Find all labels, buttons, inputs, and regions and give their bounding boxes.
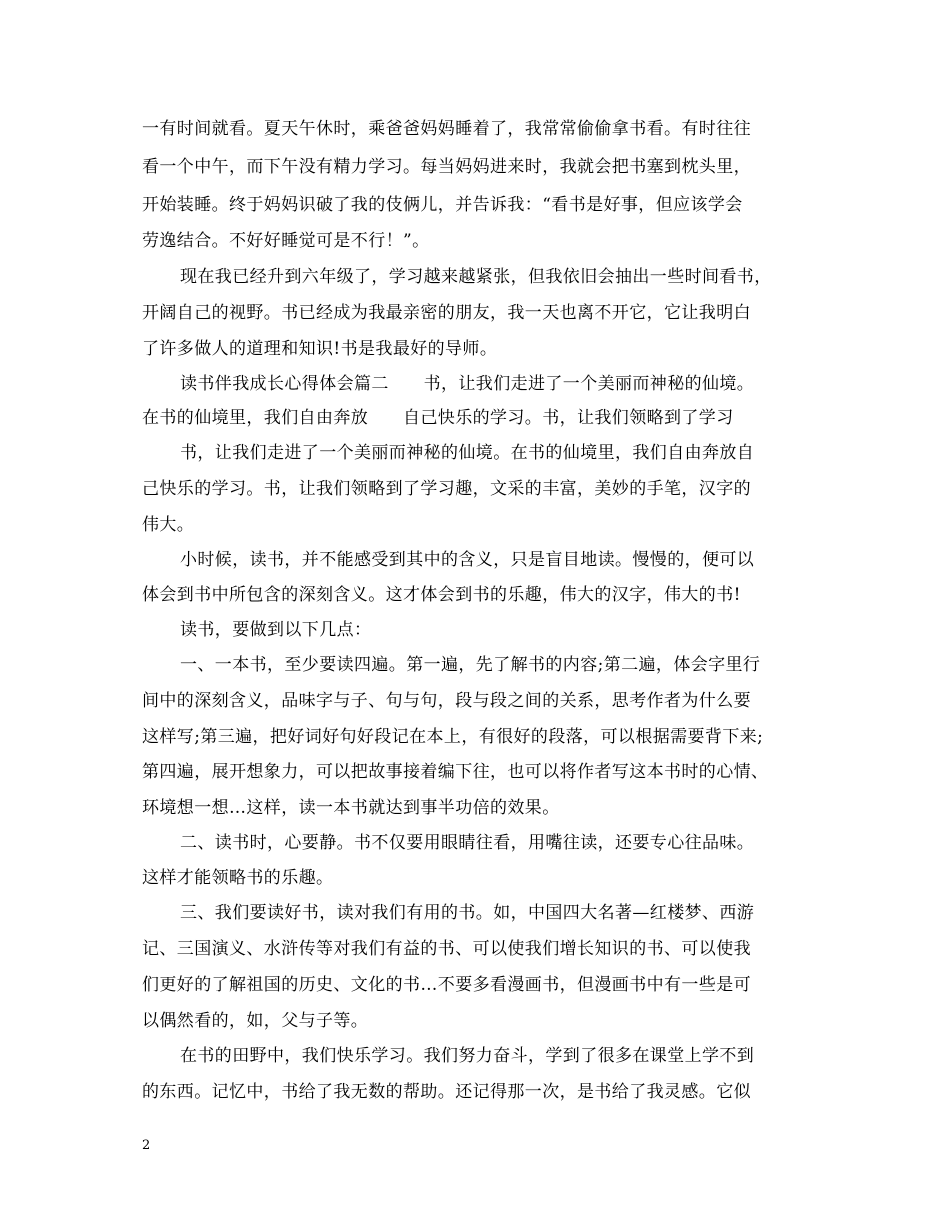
text-line: 环境想一想…这样，读一本书就达到事半功倍的效果。 [142,798,560,818]
text-line: 体会到书中所包含的深刻含义。这才体会到书的乐趣，伟大的汉字，伟大的书! [142,585,741,605]
text-line: 的东西。记忆中，书给了我无数的帮助。还记得那一次，是书给了我灵感。它似 [142,1082,751,1102]
text-line: 这样才能领略书的乐趣。 [142,868,334,888]
text-line: 们更好的了解祖国的历史、文化的书…不要多看漫画书，但漫画书中有一些是可 [142,975,751,995]
text-line: 二、读书时，心要静。书不仅要用眼睛往看，用嘴往读，还要专心往品味。 [180,833,755,853]
text-line: 己快乐的学习。书，让我们领略到了学习趣，文采的丰富，美妙的手笔，汉字的 [142,479,751,499]
page-number: 2 [142,1138,151,1153]
text-line: 第四遍，展开想象力，可以把故事接着编下往，也可以将作者写这本书时的心情、 [142,762,769,782]
text-line: 在书的田野中，我们快乐学习。我们努力奋斗，学到了很多在课堂上学不到 [180,1046,755,1066]
section-heading-line: 读书伴我成长心得体会篇二 书，让我们走进了一个美丽而神秘的仙境。 [180,374,755,394]
text-line: 开阔自己的视野。书已经成为我最亲密的朋友，我一天也离不开它，它让我明白 [142,303,751,323]
text-line: 了许多做人的道理和知识!书是我最好的导师。 [142,339,498,359]
text-line: 在书的仙境里，我们自由奔放 自己快乐的学习。书，让我们领略到了学习 [142,408,734,428]
text-line: 小时候，读书，并不能感受到其中的含义，只是盲目地读。慢慢的，便可以 [180,550,755,570]
text-line: 记、三国演义、水浒传等对我们有益的书、可以使我们增长知识的书、可以使我 [142,939,751,959]
text-line: 以偶然看的，如，父与子等。 [142,1011,369,1031]
text-line: 间中的深刻含义，品味字与子、句与句，段与段之间的关系，思考作者为什么要 [142,691,751,711]
text-line: 读书，要做到以下几点： [180,620,372,640]
text-line: 三、我们要读好书，读对我们有用的书。如，中国四大名著—红楼梦、西游 [180,903,755,923]
text-line: 看一个中午，而下午没有精力学习。每当妈妈进来时，我就会把书塞到枕头里， [142,157,751,177]
text-line: 开始装睡。终于妈妈识破了我的伎俩儿，并告诉我：“看书是好事，但应该学会 [142,195,743,215]
text-line: 伟大。 [142,515,195,535]
text-line: 劳逸结合。不好好睡觉可是不行！”。 [142,231,430,251]
text-line: 这样写;第三遍，把好词好句好段记在本上，有很好的段落，可以根据需要背下来; [142,727,764,747]
text-line: 现在我已经升到六年级了，学习越来越紧张，但我依旧会抽出一些时间看书， [180,267,772,287]
text-line: 一、一本书，至少要读四遍。第一遍，先了解书的内容;第二遍，体会字里行 [180,655,761,675]
text-line: 书，让我们走进了一个美丽而神秘的仙境。在书的仙境里，我们自由奔放自 [180,443,755,463]
text-line: 一有时间就看。夏天午休时，乘爸爸妈妈睡着了，我常常偷偷拿书看。有时往往 [142,119,751,139]
